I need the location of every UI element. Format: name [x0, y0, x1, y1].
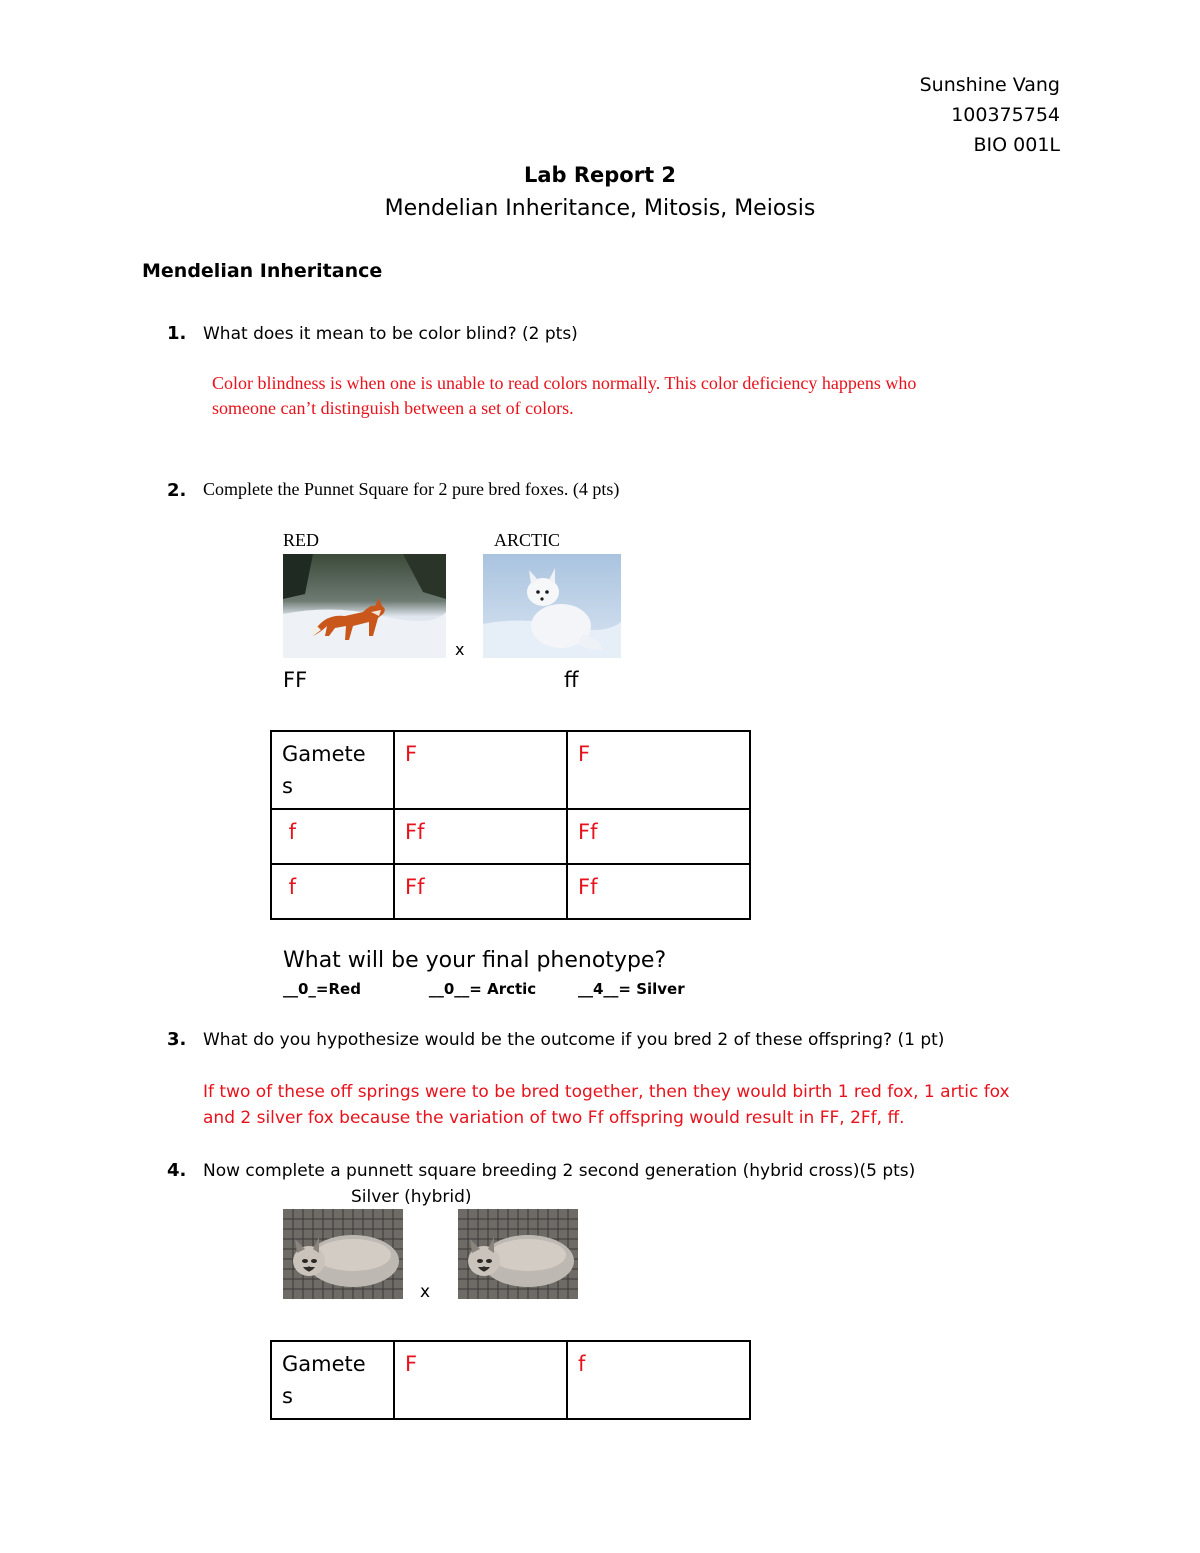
red-fox-image: [283, 554, 446, 658]
q3-number: 3.: [167, 1029, 187, 1050]
q3-answer-line2: and 2 silver fox because the variation of two Ff offspring would result in FF, 2Ff, ff.: [203, 1108, 905, 1128]
punnett1-header-col2: F: [567, 731, 750, 809]
q1-question: What does it mean to be color blind? (2 pts): [203, 324, 578, 344]
report-title: Lab Report 2: [523, 163, 677, 187]
punnett1-row1-cell1: Ff: [394, 809, 567, 864]
student-id: 100375754: [951, 104, 1060, 126]
arctic-fox-image: [483, 554, 621, 658]
course-code: BIO 001L: [973, 134, 1060, 156]
punnett2-header-gametes: Gamete s: [271, 1341, 394, 1419]
genotype-red: FF: [283, 668, 308, 692]
cross-symbol-2: x: [420, 1282, 431, 1302]
q3-answer-line1: If two of these off springs were to be bred together, then they would birth 1 red fox, 1 artic fox: [203, 1082, 1010, 1102]
q4-question: Now complete a punnett square breeding 2 second generation (hybrid cross)(5 pts): [203, 1161, 916, 1181]
q1-answer-line2: someone can’t distinguish between a set of colors.: [212, 398, 574, 418]
label-arctic-fox: ARCTIC: [494, 530, 561, 550]
phenotype-answers: __0_=Red __0__= Arctic __4__= Silver: [283, 980, 685, 998]
punnett2-header-col1: F: [394, 1341, 567, 1419]
punnett2-header-row: [271, 1341, 750, 1419]
silver-fox-image-1: [283, 1209, 403, 1299]
punnett1-row1-cell2: Ff: [567, 809, 750, 864]
report-subtitle: Mendelian Inheritance, Mitosis, Meiosis: [384, 196, 816, 221]
punnett1-row2-cell2: Ff: [567, 864, 750, 919]
punnett1-row2-gamete: f: [271, 864, 394, 919]
punnett1-row1-gamete: f: [271, 809, 394, 864]
silver-fox-image-2: [458, 1209, 578, 1299]
punnett-square-2: [270, 1340, 751, 1420]
punnett1-row-2: [271, 864, 750, 919]
punnett1-row-1: [271, 809, 750, 864]
q2-number: 2.: [167, 480, 187, 501]
punnett1-row2-cell1: Ff: [394, 864, 567, 919]
punnett2-header-col2: f: [567, 1341, 750, 1419]
cross-symbol: x: [455, 640, 465, 659]
section-heading: Mendelian Inheritance: [142, 260, 383, 282]
q1-number: 1.: [167, 323, 187, 344]
punnett-square-1: [270, 730, 751, 920]
punnett1-header-col1: F: [394, 731, 567, 809]
q4-number: 4.: [167, 1160, 187, 1181]
phenotype-question: What will be your final phenotype?: [283, 948, 667, 973]
student-name: Sunshine Vang: [919, 74, 1060, 96]
genotype-arctic: ff: [564, 668, 579, 692]
punnett1-header-gametes: Gamete s: [271, 731, 394, 809]
q2-question: Complete the Punnet Square for 2 pure bred foxes. (4 pts): [203, 479, 620, 499]
label-red-fox: RED: [283, 530, 319, 550]
q3-question: What do you hypothesize would be the outcome if you bred 2 of these offspring? (1 pt): [203, 1030, 945, 1050]
label-silver-fox: Silver (hybrid): [351, 1187, 472, 1207]
punnett1-header-row: [271, 731, 750, 809]
q1-answer-line1: Color blindness is when one is unable to read colors normally. This color deficiency happens who: [212, 373, 917, 393]
